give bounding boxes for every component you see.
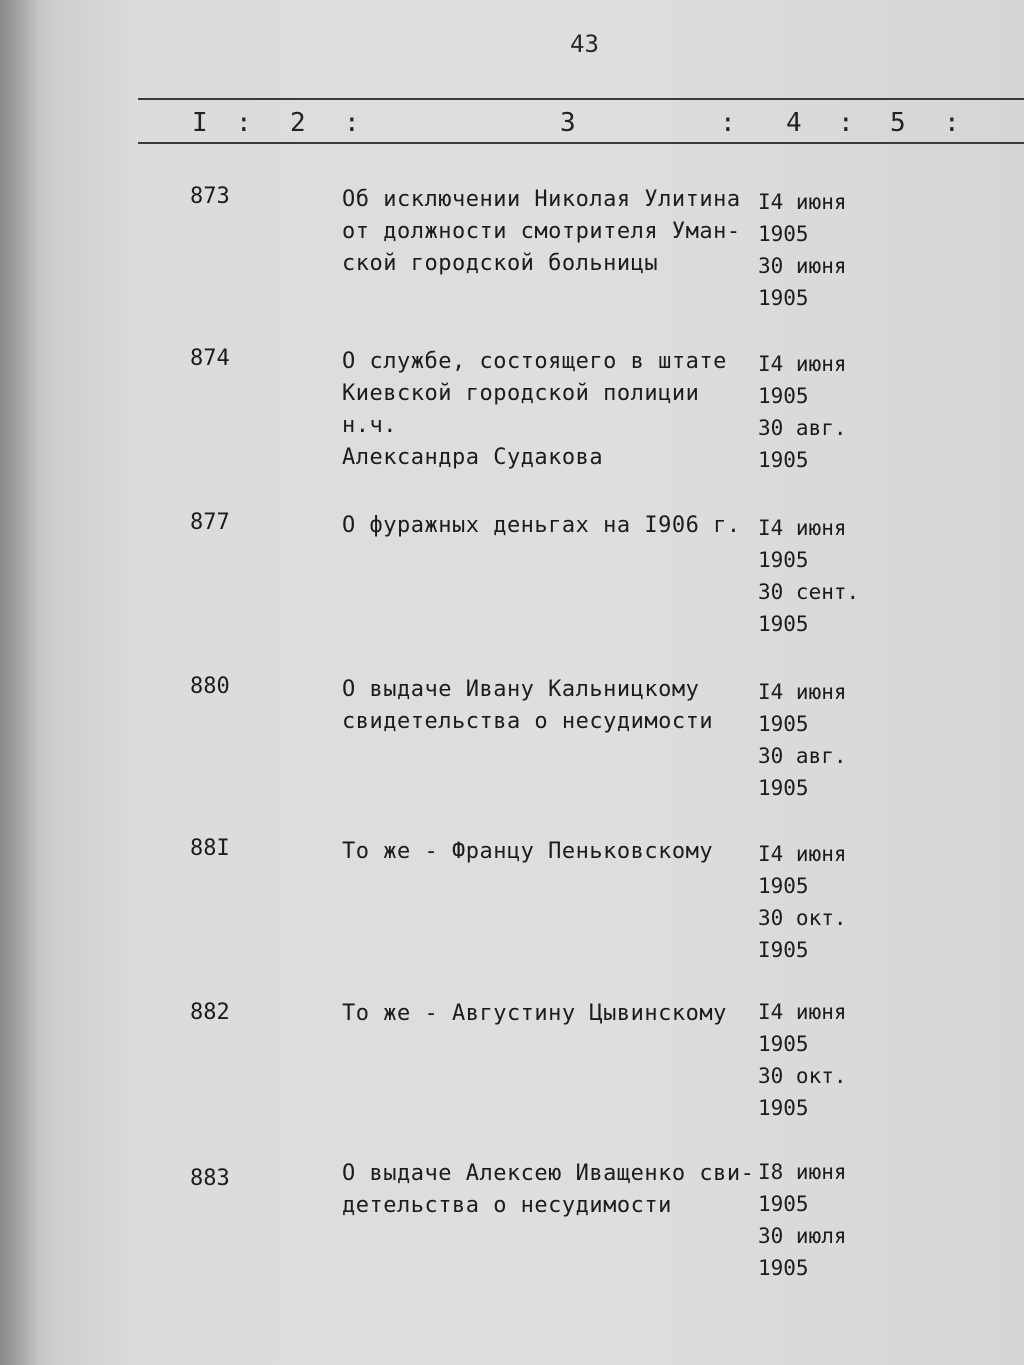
start-date: I4 июня	[758, 1000, 847, 1024]
header-col-1: I	[192, 108, 208, 138]
end-date: 30 июня	[758, 254, 847, 278]
entry-description: О службе, состоящего в штате Киевской городской полиции н.ч. Александра Судакова	[342, 349, 727, 470]
entry-description: То же - Францу Пеньковскому	[342, 839, 714, 864]
end-year: 1905	[758, 448, 809, 472]
end-year: 1905	[758, 612, 809, 636]
end-date: 30 июля	[758, 1224, 847, 1248]
page-number: 43	[570, 30, 599, 58]
start-date: I4 июня	[758, 842, 847, 866]
header-separator-3: :	[720, 108, 736, 138]
header-col-3: 3	[560, 108, 576, 138]
entry-description: О фуражных деньгах на I906 г.	[342, 513, 741, 538]
entry-dates	[758, 186, 847, 314]
page-edge-shadow	[0, 0, 40, 1365]
entry-description: О выдаче Алексею Иващенко сви- детельства о несудимости	[342, 1161, 755, 1218]
header-separator-4: :	[838, 108, 854, 138]
start-year: 1905	[758, 384, 809, 408]
end-year: 1905	[758, 286, 809, 310]
entry-dates	[758, 348, 847, 476]
start-date: I4 июня	[758, 680, 847, 704]
start-year: 1905	[758, 1192, 809, 1216]
start-date: I8 июня	[758, 1160, 847, 1184]
header-separator-5: :	[944, 108, 960, 138]
start-year: 1905	[758, 874, 809, 898]
entry-dates	[758, 838, 847, 966]
start-year: 1905	[758, 1032, 809, 1056]
entry-dates	[758, 512, 859, 640]
end-year: I905	[758, 938, 809, 962]
end-year: 1905	[758, 1096, 809, 1120]
entry-number: 873	[190, 184, 230, 209]
header-separator-2: :	[344, 108, 360, 138]
entry-dates	[758, 1156, 847, 1284]
entry-dates	[758, 676, 847, 804]
start-date: I4 июня	[758, 352, 847, 376]
end-date: 30 окт.	[758, 1064, 847, 1088]
start-date: I4 июня	[758, 190, 847, 214]
entry-dates	[758, 996, 847, 1124]
end-date: 30 авг.	[758, 744, 847, 768]
entry-description: Об исключении Николая Улитина от должности смотрителя Уман- ской городской больницы	[342, 187, 741, 276]
entry-description: О выдаче Ивану Кальницкому свидетельства о несудимости	[342, 677, 714, 734]
start-year: 1905	[758, 222, 809, 246]
entry-description: То же - Августину Цывинскому	[342, 1001, 727, 1026]
start-year: 1905	[758, 548, 809, 572]
entry-number: 877	[190, 510, 230, 535]
end-date: 30 сент.	[758, 580, 860, 604]
header-col-4: 4	[786, 108, 802, 138]
entry-number: 883	[190, 1166, 230, 1191]
entry-number: 882	[190, 1000, 230, 1025]
header-top-rule	[138, 98, 1024, 100]
end-year: 1905	[758, 776, 809, 800]
end-date: 30 окт.	[758, 906, 847, 930]
end-year: 1905	[758, 1256, 809, 1280]
header-col-5: 5	[890, 108, 906, 138]
entry-number: 874	[190, 346, 230, 371]
entry-number: 88I	[190, 836, 230, 861]
header-col-2: 2	[290, 108, 306, 138]
header-separator-1: :	[236, 108, 252, 138]
entry-number: 880	[190, 674, 230, 699]
start-year: 1905	[758, 712, 809, 736]
start-date: I4 июня	[758, 516, 847, 540]
header-bottom-rule	[138, 142, 1024, 144]
end-date: 30 авг.	[758, 416, 847, 440]
